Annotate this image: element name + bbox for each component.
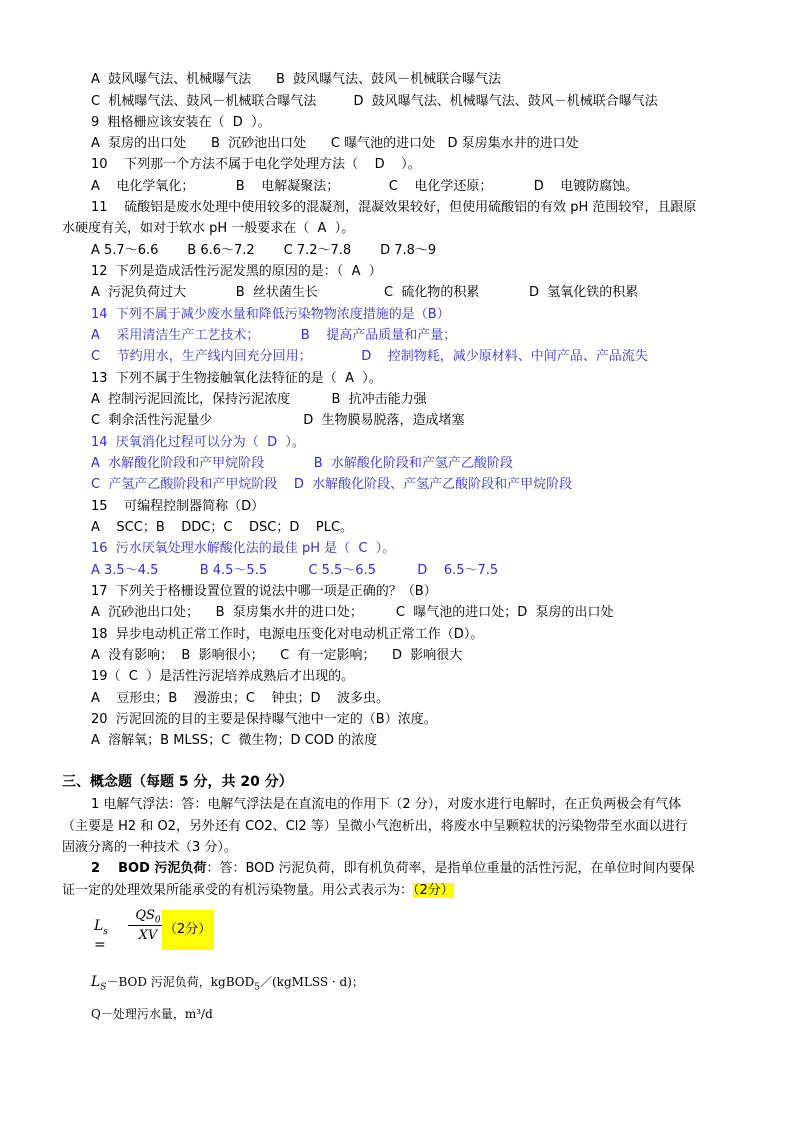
question-line: 12 下列是造成活性污泥发黑的原因的是：（ A ） bbox=[91, 264, 382, 279]
option-line: A 污泥负荷过大 B 丝状菌生长 C 硫化物的积累 D 氢氧化铁的积累 bbox=[91, 285, 639, 300]
question-line: 20 污泥回流的目的主要是保持曝气池中一定的（B）浓度。 bbox=[91, 712, 437, 727]
question-line: 19（ C ）是活性污泥培养成熟后才出现的。 bbox=[91, 669, 355, 684]
score-highlight: （2分） bbox=[413, 883, 454, 898]
option-line: A 3.5～4.5 B 4.5～5.5 C 5.5～6.5 D 6.5～7.5 bbox=[91, 563, 499, 578]
answer-line: 固液分离的一种技术（3 分）。 bbox=[62, 840, 237, 855]
question-line: 14 厌氧消化过程可以分为（ D ）。 bbox=[91, 435, 305, 450]
formula-num-subscript: 0 bbox=[154, 915, 161, 926]
def-subscript2: 5 bbox=[254, 982, 260, 993]
option-line: A 水解酸化阶段和产甲烷阶段 B 水解酸化阶段和产氢产乙酸阶段 bbox=[91, 456, 513, 471]
formula-denominator: XV bbox=[138, 928, 158, 943]
answer-line bbox=[62, 880, 454, 901]
option-line: A 鼓风曝气法、机械曝气法 B 鼓风曝气法、鼓风－机械联合曝气法 bbox=[91, 72, 502, 87]
question-line: 16 污水厌氧处理水解酸化法的最佳 pH 是（ C ）。 bbox=[91, 541, 396, 556]
question-line: 10 下列那一个方法不属于电化学处理方法（ D ）。 bbox=[91, 157, 421, 172]
option-line: C 机械曝气法、鼓风－机械联合曝气法 D 鼓风曝气法、机械曝气法、鼓风－机械联合曝气法 bbox=[91, 94, 658, 109]
question-line: 18 异步电动机正常工作时，电源电压变化对电动机正常工作（D）。 bbox=[91, 627, 484, 642]
question-line: 14 下列不属于减少废水量和降低污染物物浓度措施的是（B） bbox=[91, 307, 450, 322]
answer-text: ：答：BOD 污泥负荷，即有机负荷率，是指单位重量的活性污泥，在单位时间内要保 bbox=[206, 861, 695, 876]
option-line: A 沉砂池出口处； B 泵房集水井的进口处； C 曝气池的进口处；D 泵房的出口处 bbox=[91, 605, 614, 620]
def-text2: ／(kgMLSS · d)； bbox=[259, 975, 364, 989]
option-line: A SCC；B DDC；C DSC；D PLC。 bbox=[91, 520, 354, 535]
option-line: A 泵房的出口处 B 沉砂池出口处 C 曝气池的进口处 D 泵房集水井的进口处 bbox=[91, 136, 579, 151]
formula-lhs bbox=[94, 918, 108, 953]
formula-equals: = bbox=[94, 936, 106, 953]
option-line: C 产氢产乙酸阶段和产甲烷阶段 D 水解酸化阶段、产氢产乙酸阶段和产甲烷阶段 bbox=[91, 477, 573, 492]
definition-line bbox=[91, 972, 364, 993]
question-line: 13 下列不属于生物接触氧化法特征的是（ A ）。 bbox=[91, 371, 382, 386]
option-line: A 豆形虫；B 漫游虫；C 钟虫；D 波多虫。 bbox=[91, 691, 390, 706]
def-subscript: S bbox=[100, 982, 107, 993]
option-line: C 剩余活性污泥量少 D 生物膜易脱落，造成堵塞 bbox=[91, 413, 465, 428]
formula-symbol: L bbox=[94, 918, 104, 934]
option-line: A 控制污泥回流比，保持污泥浓度 B 抗冲击能力强 bbox=[91, 392, 427, 407]
question-line-continued: 水硬度有关，如对于软水 pH 一般要求在（ A ）。 bbox=[62, 221, 355, 236]
answer-line: 1 电解气浮法：答：电解气浮法是在直流电的作用下（2 分），对废水进行电解时，在正负两极会有气体 bbox=[91, 797, 682, 812]
answer-line: （主要是 H2 和 O2，另外还有 CO2、Cl2 等）呈微小气泡析出，将废水中呈颗粒状的污染物带至水面以进行 bbox=[62, 819, 688, 834]
option-line: A 没有影响； B 影响很小； C 有一定影响； D 影响很大 bbox=[91, 648, 463, 663]
formula-num-text: QS bbox=[135, 908, 155, 923]
score-highlight-box: （2分） bbox=[162, 910, 214, 950]
question-line: 15 可编程控制器简称（D） bbox=[91, 499, 265, 514]
option-line: A 采用清洁生产工艺技术； B 提高产品质量和产量； bbox=[91, 328, 457, 343]
formula-subscript: s bbox=[103, 926, 108, 937]
definition-line: Q－处理污水量，m³/d bbox=[91, 1007, 213, 1021]
question-line: 11 硫酸铝是废水处理中使用较多的混凝剂，混凝效果较好，但使用硫酸铝的有效 pH 范围较窄，且跟原 bbox=[91, 200, 697, 215]
answer-line bbox=[91, 858, 695, 879]
question-line: 9 粗格栅应该安装在（ D ）。 bbox=[91, 115, 271, 130]
answer-text: 证一定的处理效果所能承受的有机污染物量。用公式表示为： bbox=[62, 883, 414, 898]
def-text: －BOD 污泥负荷，kgBOD bbox=[106, 975, 255, 989]
question-line: 17 下列关于格栅设置位置的说法中哪一项是正确的？（B） bbox=[91, 584, 437, 599]
option-line: C 节约用水，生产线内回充分回用； D 控制物耗，减少原材料、中间产品、产品流失 bbox=[91, 349, 648, 364]
option-line: A 电化学氧化； B 电解凝聚法； C 电化学还原； D 电镀防腐蚀。 bbox=[91, 179, 639, 194]
def-symbol: L bbox=[91, 974, 101, 990]
option-line: A 溶解氧；B MLSS；C 微生物；D COD 的浓度 bbox=[91, 733, 378, 748]
term-label: 2 BOD 污泥负荷 bbox=[91, 861, 207, 876]
section-heading: 三、概念题（每题 5 分，共 20 分） bbox=[62, 774, 293, 790]
option-line: A 5.7～6.6 B 6.6～7.2 C 7.2～7.8 D 7.8～9 bbox=[91, 243, 437, 258]
